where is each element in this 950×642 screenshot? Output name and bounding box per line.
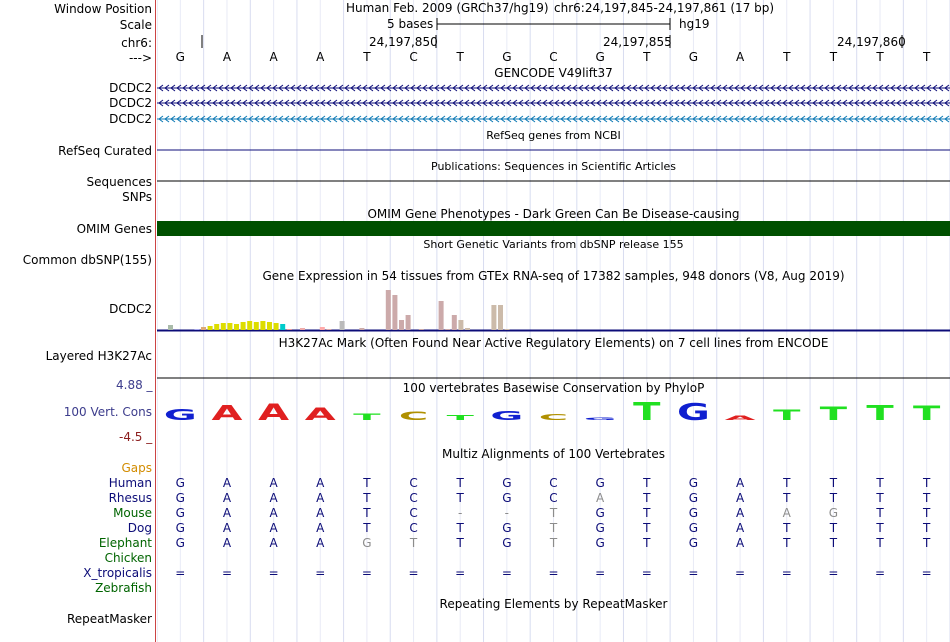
aligned-base: A <box>222 536 232 550</box>
aligned-base: T <box>876 491 884 505</box>
gtex-tissue-bar <box>280 324 285 330</box>
aligned-base: - <box>504 506 510 520</box>
aligned-base: T <box>876 506 884 520</box>
aligned-base: T <box>456 521 464 535</box>
phylop-base-logo: A <box>304 405 336 425</box>
aligned-base: = <box>735 566 746 580</box>
dna-base: A <box>316 50 325 64</box>
aligned-base: T <box>363 491 371 505</box>
gtex-tissue-bar <box>300 328 305 330</box>
gtex-tissue-bar <box>201 327 206 330</box>
aligned-base: A <box>316 491 325 505</box>
phylop-base-logo: T <box>446 413 474 422</box>
aligned-base: = <box>501 566 512 580</box>
track-graphics <box>157 0 950 642</box>
gtex-tissue-bar <box>168 325 173 330</box>
gencode-item-label-2[interactable]: DCDC2 <box>109 96 152 110</box>
gtex-tissue-bar <box>320 327 325 330</box>
repeatmasker-track-title[interactable]: Repeating Elements by RepeatMasker <box>439 597 668 611</box>
aligned-base: T <box>876 476 884 490</box>
gtex-tissue-bar <box>227 323 232 330</box>
phylop-base-logo: A <box>258 399 290 426</box>
phylop-label[interactable]: 100 Vert. Cons <box>63 405 152 419</box>
phylop-base-logo: G <box>163 406 197 425</box>
aligned-base: = <box>781 566 792 580</box>
gtex-tissue-bar <box>194 329 199 330</box>
aligned-base: A <box>735 521 745 535</box>
aligned-base: T <box>549 506 558 520</box>
aligned-base: A <box>316 506 325 520</box>
aligned-base: T <box>643 506 651 520</box>
dna-base: T <box>829 50 838 64</box>
phylop-base-logo: T <box>773 407 801 424</box>
aligned-base: = <box>641 566 652 580</box>
gencode-item-label-3[interactable]: DCDC2 <box>109 112 152 126</box>
dna-base: G <box>175 50 185 64</box>
dna-base: T <box>923 50 931 64</box>
dna-base: A <box>269 50 278 64</box>
aligned-base: G <box>688 536 699 550</box>
aligned-base: T <box>829 476 838 490</box>
dbsnp-track-title[interactable]: Short Genetic Variants from dbSNP release 155 <box>423 238 684 251</box>
gtex-tissue-bar <box>465 328 470 330</box>
aligned-base: T <box>923 476 931 490</box>
aligned-base: T <box>456 491 464 505</box>
aligned-base: A <box>596 491 605 505</box>
aligned-base: T <box>923 521 931 535</box>
gtex-tissue-bar <box>452 315 457 330</box>
dna-base: C <box>549 50 558 64</box>
aligned-base: G <box>175 491 185 505</box>
dna-base: T <box>643 50 651 64</box>
gtex-gene-label[interactable]: DCDC2 <box>109 302 152 316</box>
strand-arrow-label[interactable]: ---> <box>128 51 152 65</box>
gtex-tissue-bar <box>247 321 252 330</box>
aligned-base: T <box>456 536 464 550</box>
scale-text: 5 bases <box>387 17 434 31</box>
gtex-tissue-bar <box>399 320 404 330</box>
aligned-base: T <box>876 536 884 550</box>
aligned-base: G <box>688 476 699 490</box>
phylop-max-label: 4.88 _ <box>116 378 153 392</box>
species-label-elephant[interactable]: Elephant <box>98 536 152 550</box>
phylop-base-logo: T <box>819 403 848 425</box>
refseq-curated-label[interactable]: RefSeq Curated <box>58 144 152 158</box>
aligned-base: G <box>688 521 699 535</box>
phylop-base-logo: T <box>633 396 661 427</box>
gtex-tissue-bar <box>386 290 391 330</box>
aligned-base: A <box>735 476 745 490</box>
aligned-base: T <box>643 536 651 550</box>
refseq-track-title[interactable]: RefSeq genes from NCBI <box>486 129 621 142</box>
aligned-base: T <box>363 506 371 520</box>
aligned-base: = <box>221 566 232 580</box>
aligned-base: G <box>502 521 512 535</box>
gtex-tissue-bar <box>234 324 239 330</box>
aligned-base: A <box>735 536 745 550</box>
scale-db: hg19 <box>679 17 710 31</box>
aligned-base: T <box>549 536 558 550</box>
aligned-base: T <box>643 521 651 535</box>
publications-track-title[interactable]: Publications: Sequences in Scientific Articles <box>431 160 676 173</box>
gtex-tissue-bar <box>221 323 226 330</box>
aligned-base: T <box>643 491 651 505</box>
aligned-base: = <box>408 566 419 580</box>
phylop-min-label: -4.5 _ <box>119 430 153 444</box>
omim-gene-bar <box>157 221 950 236</box>
dna-base: T <box>456 50 464 64</box>
aligned-base: G <box>688 506 699 520</box>
aligned-base: T <box>923 506 931 520</box>
aligned-base: A <box>269 506 278 520</box>
gtex-tissue-bar <box>287 329 292 330</box>
aligned-base: T <box>363 521 371 535</box>
aligned-base: A <box>269 491 278 505</box>
aligned-base: = <box>268 566 279 580</box>
aligned-base: T <box>783 536 791 550</box>
aligned-base: G <box>502 476 512 490</box>
window-position-label: Window Position <box>54 2 152 16</box>
aligned-base: = <box>315 566 326 580</box>
aligned-base: G <box>362 536 372 550</box>
tick-label-3: 24,197,860 <box>837 35 906 49</box>
h3k27ac-track-title[interactable]: H3K27Ac Mark (Often Found Near Active Regulatory Elements) on 7 cell lines from ENCODE <box>278 336 829 350</box>
aligned-base: A <box>222 521 232 535</box>
sequences-label[interactable]: Sequences <box>86 175 152 189</box>
aligned-base: T <box>549 521 558 535</box>
gtex-tissue-bar <box>340 321 345 330</box>
dna-base: T <box>363 50 371 64</box>
aligned-base: T <box>783 491 791 505</box>
dna-base: G <box>595 50 605 64</box>
multiz-track-title[interactable]: Multiz Alignments of 100 Vertebrates <box>441 447 666 461</box>
aligned-base: A <box>222 476 232 490</box>
species-label-mouse[interactable]: Mouse <box>113 506 152 520</box>
aligned-base: A <box>782 506 791 520</box>
gtex-tissue-bar <box>260 321 265 330</box>
aligned-base: A <box>269 476 278 490</box>
aligned-base: = <box>175 566 186 580</box>
aligned-base: C <box>549 491 558 505</box>
aligned-base: A <box>222 506 232 520</box>
aligned-base: T <box>829 491 838 505</box>
aligned-base: G <box>175 536 185 550</box>
chrom-label: chr6: <box>121 36 152 50</box>
gtex-tissue-bar <box>419 329 424 330</box>
gtex-tissue-bar <box>406 315 411 330</box>
dna-base: T <box>783 50 791 64</box>
gtex-tissue-bar <box>491 305 496 330</box>
aligned-base: G <box>175 476 185 490</box>
dna-base: G <box>502 50 512 64</box>
gtex-tissue-bar <box>254 322 259 330</box>
gtex-tissue-bar <box>326 329 331 330</box>
aligned-base: T <box>409 536 418 550</box>
dna-base: T <box>876 50 884 64</box>
aligned-base: T <box>876 521 884 535</box>
aligned-base: A <box>269 521 278 535</box>
aligned-base: C <box>409 476 418 490</box>
species-label-chicken[interactable]: Chicken <box>104 551 152 565</box>
aligned-base: = <box>548 566 559 580</box>
common-dbsnp-label[interactable]: Common dbSNP(155) <box>22 253 152 267</box>
gtex-tissue-bar <box>392 295 397 330</box>
phylop-base-logo: A <box>211 402 243 426</box>
aligned-base: = <box>361 566 372 580</box>
dna-base: C <box>409 50 418 64</box>
aligned-base: - <box>458 506 463 520</box>
assembly-name[interactable]: Human Feb. 2009 (GRCh37/hg19) <box>346 1 549 15</box>
phylop-base-logo: C <box>538 412 569 422</box>
aligned-base: A <box>316 536 325 550</box>
aligned-base: G <box>688 491 699 505</box>
phylop-track-title[interactable]: 100 vertebrates Basewise Conservation by PhyloP <box>402 381 705 395</box>
aligned-base: C <box>549 476 558 490</box>
species-label-dog[interactable]: Dog <box>127 521 152 535</box>
aligned-base: = <box>595 566 606 580</box>
gtex-tissue-bar <box>241 322 246 330</box>
layered-h3k27ac-label[interactable]: Layered H3K27Ac <box>45 349 152 363</box>
aligned-base: C <box>409 521 418 535</box>
phylop-base-logo: C <box>398 409 429 423</box>
species-label-zebrafish[interactable]: Zebrafish <box>95 581 152 595</box>
aligned-base: T <box>829 521 838 535</box>
phylop-base-logo: T <box>913 402 941 425</box>
aligned-base: T <box>923 536 931 550</box>
aligned-base: G <box>175 506 185 520</box>
aligned-base: = <box>688 566 699 580</box>
gtex-track-title[interactable]: Gene Expression in 54 tissues from GTEx RNA-seq of 17382 samples, 948 donors (V8, Aug 2019) <box>262 269 845 283</box>
gtex-tissue-bar <box>359 328 364 330</box>
species-label-rhesus[interactable]: Rhesus <box>108 491 152 505</box>
aligned-base: T <box>456 476 464 490</box>
dna-base: A <box>222 50 232 64</box>
aligned-base: T <box>829 536 838 550</box>
gtex-tissue-bar <box>214 324 219 330</box>
species-label-human[interactable]: Human <box>108 476 152 490</box>
gencode-item-label-1[interactable]: DCDC2 <box>109 81 152 95</box>
aligned-base: A <box>269 536 278 550</box>
aligned-base: G <box>595 521 605 535</box>
gtex-tissue-bar <box>267 322 272 330</box>
aligned-base: A <box>222 491 232 505</box>
aligned-base: A <box>735 506 745 520</box>
snps-label[interactable]: SNPs <box>122 190 152 204</box>
tick-label-2: 24,197,855 <box>603 35 672 49</box>
aligned-base: C <box>409 506 418 520</box>
species-label-x_tropicalis[interactable]: X_tropicalis <box>83 566 152 580</box>
phylop-base-logo: A <box>724 414 756 422</box>
aligned-base: T <box>783 476 791 490</box>
aligned-base: = <box>828 566 839 580</box>
phylop-base-logo: T <box>866 402 894 426</box>
phylop-base-logo: G <box>583 416 617 421</box>
window-position[interactable]: chr6:24,197,845-24,197,861 (17 bp) <box>554 1 775 15</box>
aligned-base: = <box>455 566 466 580</box>
aligned-base: G <box>595 476 605 490</box>
gtex-tissue-bar <box>445 329 450 330</box>
omim-track-title[interactable]: OMIM Gene Phenotypes - Dark Green Can Be Disease-causing <box>367 207 740 221</box>
aligned-base: A <box>735 491 745 505</box>
aligned-base: T <box>783 521 791 535</box>
gtex-tissue-bar <box>505 329 510 330</box>
tick-label-1: 24,197,850 <box>369 35 438 49</box>
aligned-base: G <box>828 506 839 520</box>
gtex-tissue-bar <box>439 301 444 330</box>
aligned-base: G <box>502 536 512 550</box>
aligned-base: G <box>175 521 185 535</box>
phylop-base-logo: T <box>353 411 381 423</box>
phylop-base-logo: G <box>490 408 524 423</box>
aligned-base: T <box>363 476 371 490</box>
aligned-base: = <box>921 566 932 580</box>
gtex-tissue-bar <box>208 326 213 330</box>
aligned-base: G <box>595 536 605 550</box>
aligned-base: T <box>923 491 931 505</box>
dna-base: A <box>735 50 745 64</box>
gaps-label[interactable]: Gaps <box>121 461 152 475</box>
aligned-base: = <box>874 566 886 580</box>
gtex-tissue-bar <box>498 305 503 330</box>
gtex-tissue-bar <box>274 323 279 330</box>
omim-genes-label[interactable]: OMIM Genes <box>76 222 152 236</box>
aligned-base: A <box>316 476 325 490</box>
aligned-base: G <box>595 506 605 520</box>
phylop-base-logo: G <box>677 398 710 426</box>
scale-label: Scale <box>119 18 152 32</box>
gtex-tissue-bar <box>458 320 463 330</box>
aligned-base: T <box>643 476 651 490</box>
gencode-track-title[interactable]: GENCODE V49lift37 <box>494 66 613 80</box>
aligned-base: G <box>502 491 512 505</box>
repeatmasker-label[interactable]: RepeatMasker <box>66 612 152 626</box>
aligned-base: A <box>316 521 325 535</box>
aligned-base: C <box>409 491 418 505</box>
dna-base: G <box>688 50 699 64</box>
